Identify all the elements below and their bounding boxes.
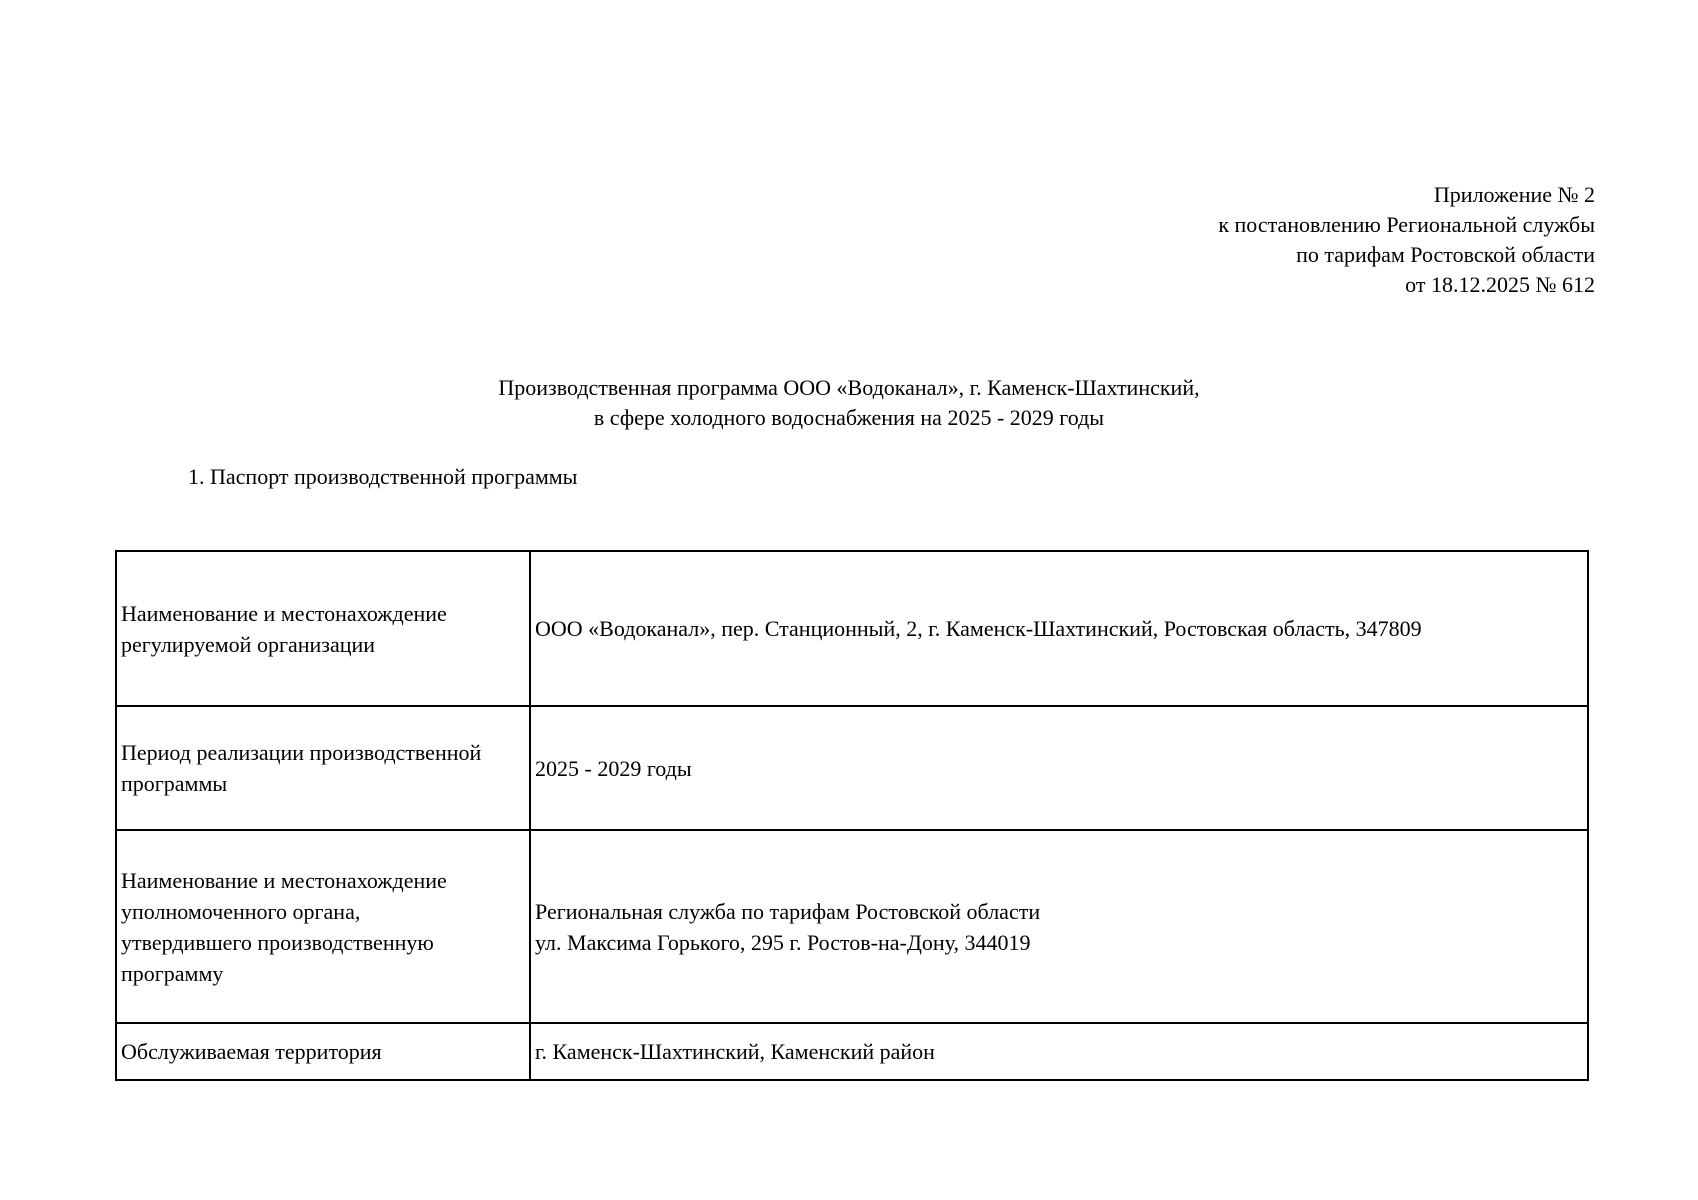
appendix-authority-line: по тарифам Ростовской области [1296,242,1595,267]
row-label-organization: Наименование и местонахождение регулируемой организации [116,551,530,706]
table-row [116,551,1588,706]
table-row [116,706,1588,830]
row-label-period: Период реализации производственной программы [116,706,530,830]
appendix-resolution-line: к постановлению Региональной службы [1218,212,1595,237]
appendix-header [1218,180,1595,300]
document-title [0,373,1698,433]
row-label-authority: Наименование и местонахождение уполномоченного органа, утвердившего производственную программу [116,830,530,1023]
table-row [116,830,1588,1023]
table-row [116,1023,1588,1080]
row-value-organization: ООО «Водоканал», пер. Станционный, 2, г. Каменск-Шахтинский, Ростовская область, 347809 [530,551,1588,706]
section-heading: 1. Паспорт производственной программы [188,464,578,489]
row-value-period: 2025 - 2029 годы [530,706,1588,830]
appendix-date-number: от 18.12.2025 № 612 [1405,272,1595,297]
appendix-number: Приложение № 2 [1433,182,1595,207]
passport-table [115,550,1589,1081]
row-label-territory: Обслуживаемая территория [116,1023,530,1080]
document-title-line-1: Производственная программа ООО «Водоканал», г. Каменск-Шахтинский, [498,375,1200,400]
row-value-territory: г. Каменск-Шахтинский, Каменский район [530,1023,1588,1080]
row-value-authority: Региональная служба по тарифам Ростовской области ул. Максима Горького, 295 г. Ростов-на-Дону, 344019 [530,830,1588,1023]
document-title-line-2: в сфере холодного водоснабжения на 2025 - 2029 годы [593,405,1105,430]
